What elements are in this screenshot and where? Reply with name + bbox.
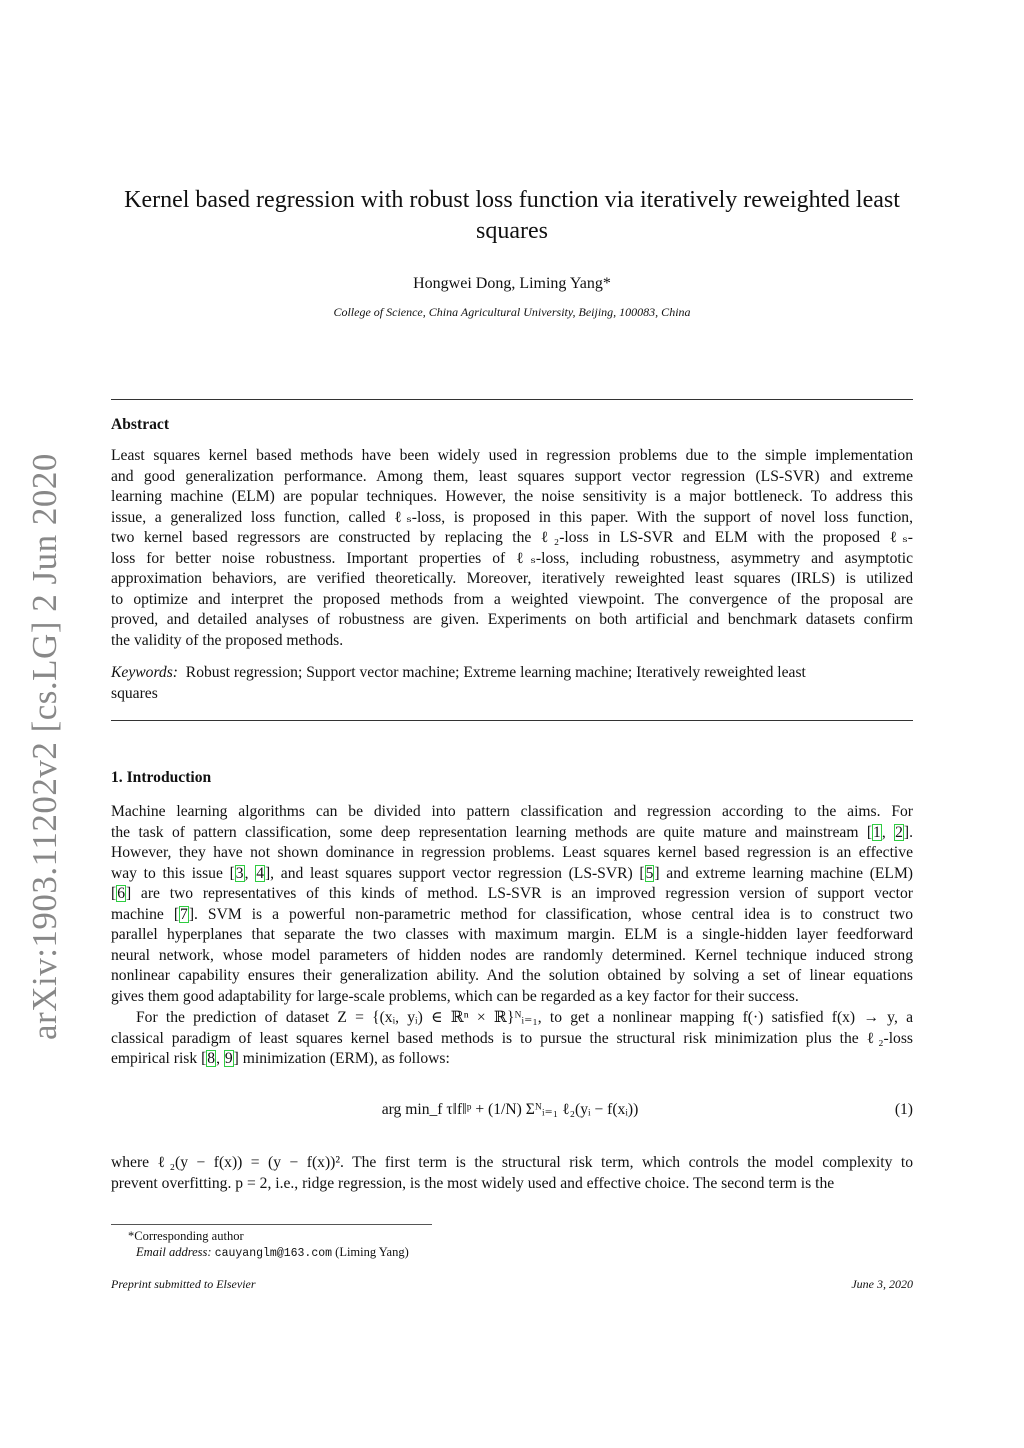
footnote-corresponding: *Corresponding author [128,1229,244,1243]
paper-title-line-2: squares [476,218,548,244]
footer-left: Preprint submitted to Elsevier [111,1277,256,1291]
email-address[interactable]: cauyanglm@163.com [214,1247,333,1260]
equation-number: (1) [894,1101,913,1118]
text-line: machine [7]. SVM is a powerful non-parametric method for classification, whose central idea is to construct two [111,905,913,923]
text-line: the task of pattern classification, some deep representation learning methods are quite mature and mainstream [1, 2]. [111,823,914,841]
email-name: (Liming Yang) [335,1245,409,1259]
text-line: Machine learning algorithms can be divided into pattern classification and regression according to the aims. For [111,803,913,820]
keywords-line-2: squares [111,685,158,702]
citation-link[interactable]: 4 [256,864,264,882]
citation-link[interactable]: 8 [207,1050,216,1068]
footer-date: June 3, 2020 [851,1277,913,1291]
text-line: two kernel based regressors are constructed by replacing the ℓ₂-loss in LS-SVR and ELM with the proposed ℓₛ- [111,529,913,547]
text-line: prevent overfitting. p = 2, i.e., ridge regression, is the most widely used and effective choice. The second term is the [111,1174,835,1192]
keywords-text: Robust regression; Support vector machine; Extreme learning machine; Iteratively reweighted least [185,664,806,681]
text-line: issue, a generalized loss function, called ℓₛ-loss, is proposed in this paper. With the support of novel loss function, [111,508,913,526]
citation-link[interactable]: 6 [117,885,125,903]
arxiv-identifier: arXiv:1903.11202v2 [cs.LG] 2 Jun 2020 [25,453,64,1040]
text-line: Least squares kernel based methods have been widely used in regression problems due to the simple implementation [111,447,913,464]
text-line: where ℓ₂(y − f(x)) = (y − f(x))². The first term is the structural risk term, which controls the model complexity to [111,1154,913,1171]
text-line: neural network, whose model parameters of hidden nodes are randomly determined. Kernel technique induced strong [111,946,913,964]
keywords-label: Keywords: [111,664,178,681]
keywords-line [111,663,913,683]
text-line: [6] are two representatives of this kinds of method. LS-SVR is an improved regression version of support vector [111,885,913,903]
text-line: the validity of the proposed methods. [111,631,344,649]
citation-link[interactable]: 1 [873,823,881,841]
text-line: gives them good adaptability for large-scale problems, which can be regarded as a key factor for their success. [111,987,799,1005]
text-line: and good generalization performance. Among them, least squares support vector regression (LS-SVR) and extreme [111,467,913,485]
section-heading-introduction: 1. Introduction [111,769,212,786]
text-line: learning machine (ELM) are popular techniques. However, the noise sensitivity is a major bottleneck. To address this [111,488,913,506]
authors: Hongwei Dong, Liming Yang* [413,275,611,292]
footnote-email [136,1245,409,1260]
text-line: parallel hyperplanes that separate the two classes with maximum margin. ELM is a single-hidden layer feedforward [111,926,913,944]
text-line: to optimize and interpret the proposed methods from a weighted viewpoint. The convergence of the proposal are [111,590,913,608]
text-line: nonlinear capability ensures their generalization ability. And the solution obtained by solving a set of linear equations [111,967,913,985]
paper-title-line-1: Kernel based regression with robust loss function via iteratively reweighted least [124,187,900,213]
text-line: empirical risk [8, 9] minimization (ERM), as follows: [111,1050,450,1068]
text-line: way to this issue [3, 4], and least squares support vector regression (LS-SVR) [5] and extreme learning machine (ELM) [111,864,913,882]
citation-link[interactable]: 7 [180,905,188,923]
text-line: loss for better noise robustness. Important properties of ℓₛ-loss, including robustness, asymmetry and asymptotic [111,549,913,567]
affiliation: College of Science, China Agricultural University, Beijing, 100083, China [333,305,691,319]
citation-link[interactable]: 9 [224,1050,233,1068]
text-line: classical paradigm of least squares kernel based methods is to pursue the structural risk minimization plus the ℓ₂-loss [111,1029,913,1047]
citation-link[interactable]: 3 [235,864,244,882]
citation-link[interactable]: 2 [895,823,903,841]
text-line: However, they have not shown dominance in regression problems. Least squares kernel based regression is an effective [111,844,913,862]
abstract-heading: Abstract [111,416,170,433]
email-label: Email address: [136,1245,212,1259]
equation-1: arg min_f τ‖f‖ᵖ + (1/N) Σᴺᵢ₌₁ ℓ₂(yᵢ − f(xᵢ)) [381,1101,639,1118]
divider [111,399,913,400]
divider [111,720,913,721]
text-line: approximation behaviors, are verified theoretically. Moreover, iteratively reweighted least squares (IRLS) is utilized [111,570,913,588]
footnote-divider [111,1224,432,1225]
text-line: For the prediction of dataset Z = {(xᵢ, yᵢ) ∈ ℝⁿ × ℝ}ᴺᵢ₌₁, to get a nonlinear mapping f(·) satisfied f(x) → y, a [136,1009,913,1026]
text-line: proved, and detailed analyses of robustness are given. Experiments on both artificial and benchmark datasets confirm [111,611,913,629]
citation-link[interactable]: 5 [645,864,654,882]
